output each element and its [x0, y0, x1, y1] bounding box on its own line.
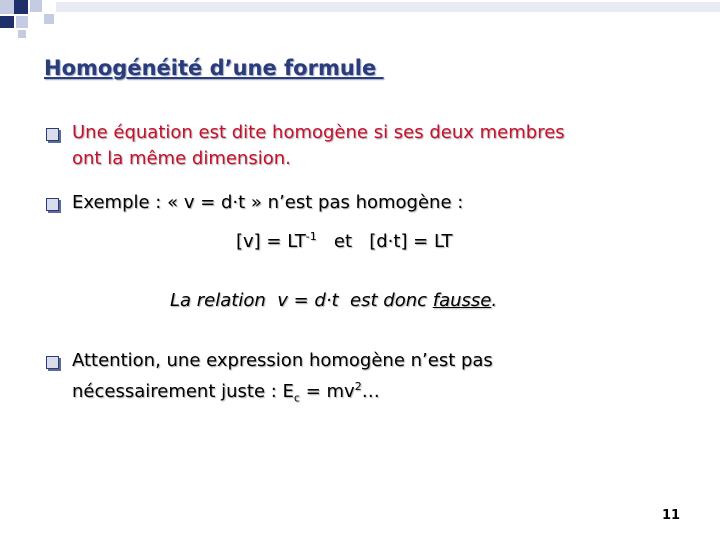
bullet-1-line-2: ont la même dimension.: [72, 148, 291, 169]
checkbox-bullet-icon: [46, 128, 59, 141]
checkbox-bullet-icon: [46, 356, 59, 369]
relation-suffix: .: [491, 290, 498, 311]
relation-statement: [170, 290, 497, 311]
bullet-3-subscript: c: [293, 391, 300, 405]
bullet-3-text: [72, 348, 493, 412]
bullet-3-superscript: 2: [354, 380, 362, 393]
page-number: 11: [662, 508, 681, 523]
checkbox-bullet-icon: [46, 198, 59, 211]
bullet-3-line-1: Attention, une expression homogène n’est pas: [72, 350, 493, 371]
bullet-3-line-2: [72, 374, 493, 412]
formula-left: [v] = LT: [236, 231, 306, 252]
relation-emphasis: fausse: [432, 290, 492, 311]
formula-exponent: -1: [305, 230, 317, 243]
bullet-1-line-1: Une équation est dite homogène si ses deux membres: [72, 122, 565, 143]
bullet-3-line-2b: = mv: [299, 381, 355, 402]
formula-right: et [d·t] = LT: [316, 231, 453, 252]
dimension-formula: [236, 230, 453, 252]
bullet-3-line-2c: …: [361, 381, 380, 402]
bullet-3-line-2a: nécessairement juste : E: [72, 381, 294, 402]
bullet-2-text: Exemple : « v = d·t » n’est pas homogène :: [72, 192, 464, 213]
bullet-1-text: [72, 120, 565, 172]
slide-title: Homogénéité d’une formule: [44, 56, 384, 80]
relation-prefix: La relation v = d·t est donc: [170, 290, 433, 311]
